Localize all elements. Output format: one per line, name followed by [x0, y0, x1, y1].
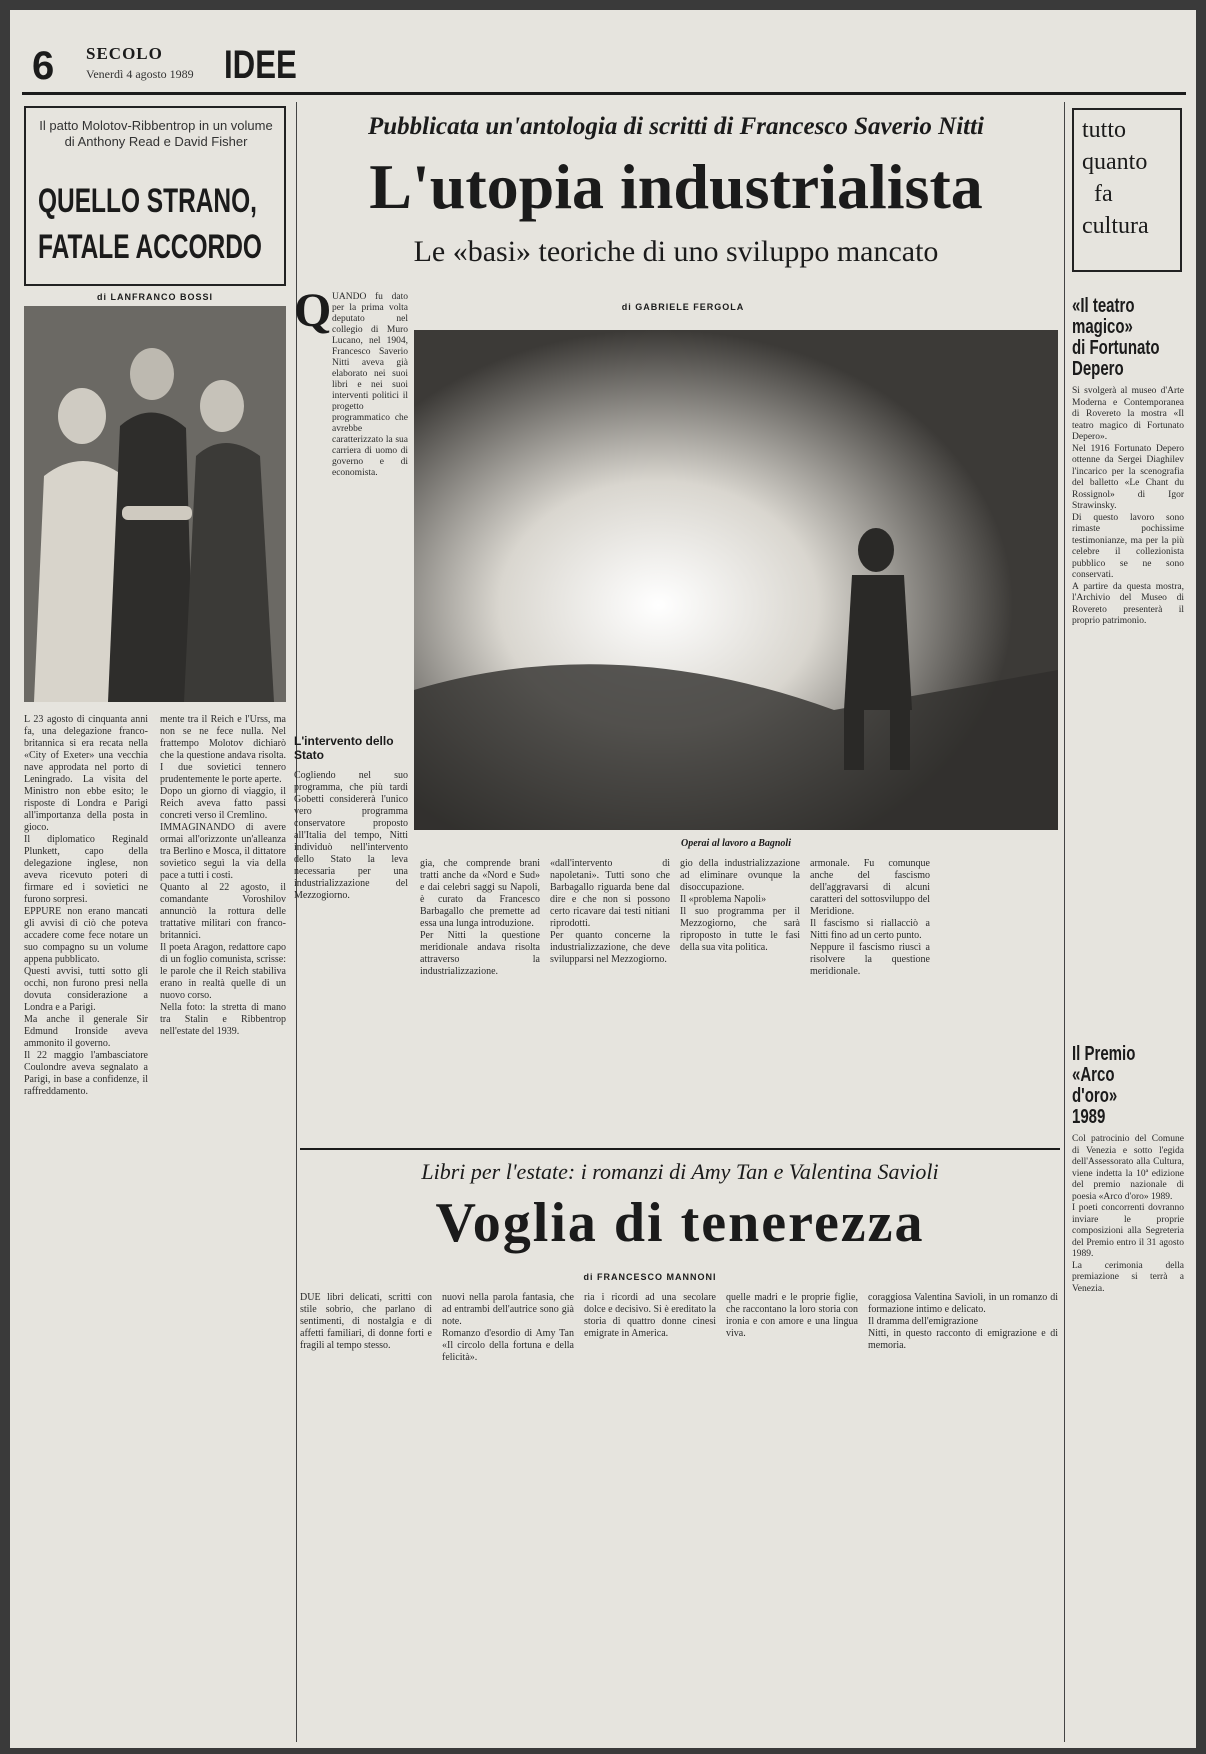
depero-headline-line4: Depero: [1072, 358, 1124, 380]
depero-text: Si svolgerà al museo d'Arte Moderna e Contemporanea di Rovereto la mostra «Il teatro magico di Fortunato Depero». Nel 1916 Fortunato Depero ottenne da Sergei Diaghilev l'incarico per la scenografia del balletto «Le Chant du Rossignol» di Igor Strawinsky. Di questo lavoro sono rimaste pochissime testimonianze, ma per la più celebre il collezionista pubblico se ne sono conservati. A partire da questa mostra, l'Archivio del Museo di Rovereto presenterà il proprio patrimonio.: [1072, 386, 1184, 626]
bottom-article-rule: [300, 1148, 1060, 1150]
center-column-b: gia, che comprende brani tratti anche da «Nord e Sud» e dai celebri saggi su Napoli, è curato da Francesco Barbagallo che premette ad essa una lunga introduzione. Per Nitti la questione meridionale andava risolta attraverso la industrializzazione.: [420, 858, 540, 977]
center-lead-text: UANDO fu dato per la prima volta deputato nel collegio di Muro Lucano, nel 1904, Francesco Saverio Nitti aveva già elaborato nei suoi libri e nei suoi interventi politici il progetto programmatico che avrebbe caratterizzato la sua carriera di uomo di governo e di economista.: [332, 292, 408, 478]
steel-pour-image: [414, 330, 1058, 830]
bottom-headline: Voglia di tenerezza: [435, 1192, 925, 1254]
depero-headline: [1072, 296, 1184, 380]
center-photo-caption: Operai al lavoro a Bagnoli: [680, 838, 791, 849]
left-body-column-1: L 23 agosto di cinquanta anni fa, una delegazione franco-britannica si era recata nella «City of Exeter» una vecchia nave approdata nel porto di Leningrado. La visita del Ministro non ebbe esito; le risposte di Londra e Parigi all'importanza della posta in gioco. Il diplomatico Reginald Plunkett, capo della delegazione inglese, non aveva ricevuto poteri di firmare ed i sovietici ne furono sorpresi. EPPURE non erano mancati gli avvisi di ciò che poteva accadere come fece notare un suo compagno su un volume appena pubblicato. Questi avvisi, tutti sotto gli occhi, non furono presi nella dovuta considerazione a Londra e a Parigi. Ma anche il generale Sir Edmund Ironside aveva ammonito il governo. Il 22 maggio l'ambasciatore Coulondre aveva segnalato a Parigi, in base a confidenze, il raffreddamento.: [24, 714, 148, 1097]
depero-headline-line3: di Fortunato: [1072, 337, 1160, 359]
center-headline: L'utopia industrialista: [369, 151, 983, 222]
bottom-kicker: Libri per l'estate: i romanzi di Amy Tan e Valentina Savioli: [421, 1159, 939, 1184]
center-column-d: gio della industrializzazione ad eliminare ovunque la disoccupazione. Il «problema Napoli» Il suo programma per il Mezzogiorno, che sarà riproposto in tutte le fasi della sua vita politica.: [680, 858, 800, 953]
box-line-3: fa: [1094, 181, 1113, 207]
arco-headline-line4: 1989: [1072, 1106, 1106, 1128]
arco-headline-line1: Il Premio: [1072, 1043, 1136, 1065]
center-kicker: Pubblicata un'antologia di scritti di Francesco Saverio Nitti: [367, 113, 984, 140]
arco-headline-line2: «Arco: [1072, 1064, 1115, 1086]
issue-date: Venerdì 4 agosto 1989: [86, 67, 194, 81]
arco-headline-line3: d'oro»: [1072, 1085, 1118, 1107]
bottom-column-5: coraggiosa Valentina Savioli, in un romanzo di formazione intimo e delicato. Il dramma dell'emigrazione Nitti, in questo racconto di emigrazione e di memoria.: [868, 1292, 1058, 1351]
newspaper-page: [10, 10, 1196, 1748]
depero-headline-line1: «Il teatro: [1072, 295, 1135, 317]
arco-doro-headline: [1072, 1044, 1184, 1128]
bottom-column-4: quelle madri e le proprie figlie, che raccontano la loro storia con ironia e con amore e una lingua viva.: [726, 1292, 858, 1339]
left-headline-box: [24, 106, 286, 286]
page-number: 6: [32, 44, 55, 88]
depero-headline-line2: magico»: [1072, 316, 1133, 338]
handshake-figures-image: [24, 306, 286, 702]
center-subhead: Le «basi» teoriche di uno sviluppo mancato: [413, 235, 939, 268]
paper-name: SECOLO: [86, 44, 163, 63]
center-column-e: armonale. Fu comunque anche del fascismo dell'aggravarsi di alcuni caratteri del sottosviluppo del Meridione. Il fascismo si riallacciò a Nitti fino ad un certo punto. Neppure il fascismo riuscì a risolvere la questione meridionale.: [810, 858, 930, 977]
molotov-ribbentrop-photo: [24, 306, 286, 702]
bottom-column-3: ria i ricordi ad una secolare dolce e decisivo. Si è ereditato la storia di quattro donne cinesi emigrate in America.: [584, 1292, 716, 1339]
bottom-byline: di FRANCESCO MANNONI: [583, 1272, 717, 1282]
bagnoli-steelworks-photo: [414, 330, 1058, 830]
column-divider-right: [1064, 102, 1065, 1742]
center-subhead-intervento: L'intervento dello Stato: [294, 734, 394, 762]
left-kicker: Il patto Molotov-Ribbentrop in un volume di Anthony Read e David Fisher: [39, 118, 273, 149]
box-line-4: cultura: [1082, 213, 1149, 239]
box-line-2: quanto: [1082, 149, 1148, 175]
left-headline-line1: QUELLO STRANO,: [38, 182, 257, 220]
box-line-1: tutto: [1082, 117, 1127, 143]
left-body-column-2: mente tra il Reich e l'Urss, ma non se ne fece nulla. Nel frattempo Molotov dichiarò che la questione andava risolta. I due sovietici tennero prudentemente le porte aperte. Dopo un giorno di viaggio, il Reich aveva fatto passi concreti verso il Cremlino. IMMAGINANDO di avere ormai all'orizzonte un'alleanza tra Berlino e Mosca, il dittatore sovietico seguì la via della pace a tutti i costi. Quanto al 22 agosto, il comandante Voroshilov annunciò la rottura delle trattative militari con franco-britannici. Il poeta Aragon, redattore capo di un foglio comunista, scrisse: le parole che il Reich stabiliva erano in realtà quelle di un nuovo corso. Nella foto: la stretta di mano tra Stalin e Ribbentrop nell'estate del 1939.: [160, 714, 286, 1037]
tutto-quanto-fa-cultura-box: [1072, 108, 1182, 272]
left-byline: di LANFRANCO BOSSI: [97, 292, 213, 302]
center-drop-cap: Q: [294, 284, 332, 337]
left-headline-line2: FATALE ACCORDO: [38, 228, 262, 266]
center-column-a: Cogliendo nel suo programma, che più tardi Gobetti considererà l'unico vero programma conservatore proposto all'Italia del tempo, Nitti individuò nell'intervento dello Stato la leva necessaria per una industrializzazione del Mezzogiorno.: [294, 770, 408, 901]
bottom-column-2: nuovi nella parola fantasia, che ad entrambi dell'autrice sono già note. Romanzo d'esordio di Amy Tan «Il circolo della fortuna e della felicità».: [442, 1292, 574, 1363]
center-column-c: «dall'intervento di napoletani». Tutti sono che Barbagallo riguarda bene dal dire e che non si possono certo ricavare dai testi nitiani riprodotti. Per quanto concerne la industrializzazione, che deve svilupparsi nel Mezzogiorno.: [550, 858, 670, 965]
center-byline: di GABRIELE FERGOLA: [621, 302, 745, 312]
bottom-column-1: DUE libri delicati, scritti con stile sobrio, che parlano di sentimenti, di nostalgia e di affetti familiari, di donne forti e fragili al tempo stesso.: [300, 1292, 432, 1351]
masthead-rule: [22, 92, 1186, 95]
section-title: IDEE: [224, 43, 297, 87]
arco-doro-text: Col patrocinio del Comune di Venezia e sotto l'egida dell'Assessorato alla Cultura, viene indetta la 10ª edizione del premio nazionale di poesia «Arco d'oro» 1989. I poeti concorrenti dovranno inviare le proprie composizioni alla Segreteria del Premio entro il 31 agosto 1989. La cerimonia della premiazione si terrà a Venezia.: [1072, 1134, 1184, 1294]
